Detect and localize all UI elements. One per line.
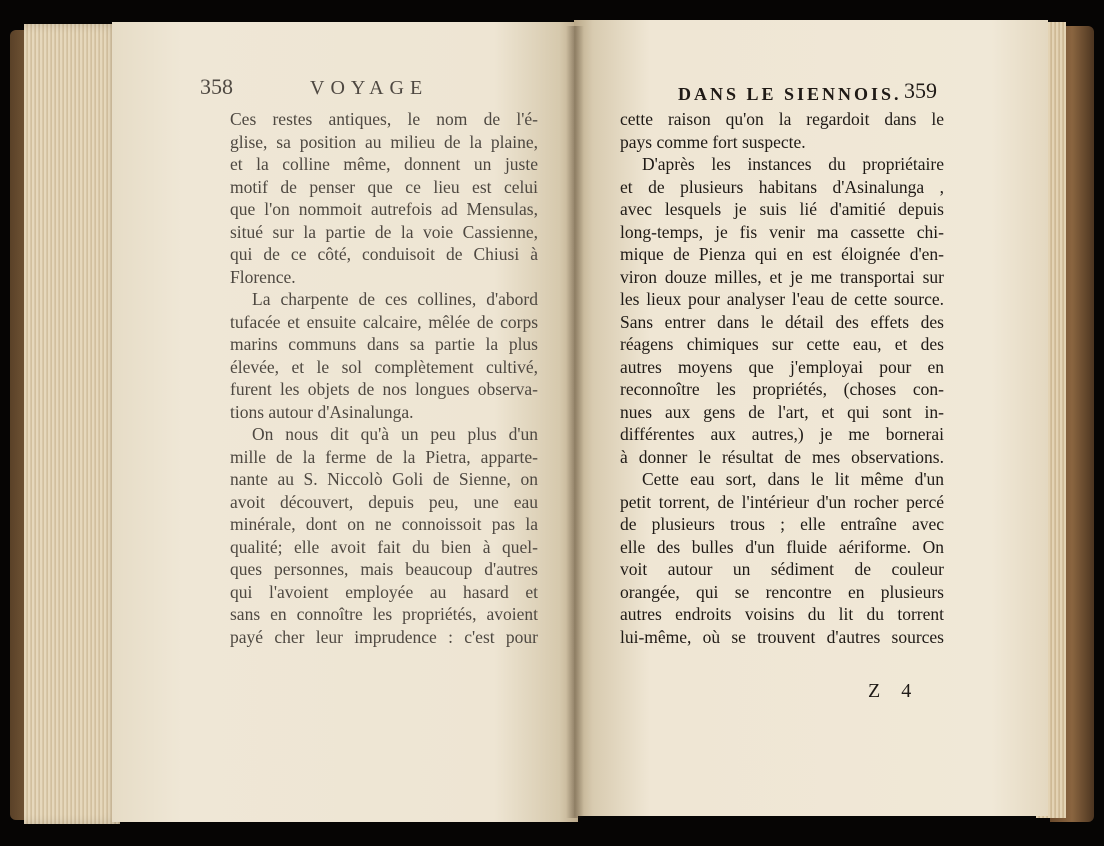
left-page (112, 22, 578, 822)
text-line: mique de Pienza qui en est éloignée d'en- (620, 244, 944, 264)
text-line: qui l'avoient employée au hasard et (230, 581, 538, 602)
text-line: les lieux pour analyser l'eau de cette source. (620, 289, 944, 309)
text-line: que l'on nommoit autrefois ad Mensulas, (230, 199, 538, 219)
text-line: furent les objets de nos longues observa- (230, 379, 538, 399)
left-page-edges (24, 24, 120, 824)
text-line: La charpente de ces collines, d'abord (252, 289, 538, 309)
right-page-text (620, 108, 944, 648)
left-page-text (230, 108, 538, 648)
text-line: On nous dit qu'à un peu plus d'un (252, 424, 538, 444)
text-line: avoit découvert, depuis peu, une eau (230, 491, 538, 512)
text-line: payé cher leur imprudence : c'est pour (230, 626, 538, 647)
text-line: pays comme fort suspecte. (620, 131, 806, 152)
text-line: autres moyens que j'employai pour en (620, 356, 944, 377)
text-line: à donner le résultat de mes observations. (620, 446, 944, 467)
text-line: ques personnes, mais beaucoup d'autres (230, 559, 538, 579)
text-line: qui de ce côté, conduisoit de Chiusi à (230, 244, 538, 264)
text-line: tufacée et ensuite calcaire, mêlée de corps (230, 311, 538, 332)
text-line: long-temps, je fis venir ma cassette chi- (620, 221, 944, 242)
left-page-header (200, 74, 233, 104)
text-line: Cette eau sort, dans le lit même d'un (642, 469, 944, 489)
left-running-head: VOYAGE (310, 77, 429, 99)
right-page-header (904, 78, 937, 108)
text-line: minérale, dont on ne connoissoit pas la (230, 514, 538, 534)
text-line: petit torrent, de l'intérieur d'un rocher percé (620, 491, 944, 512)
right-running-head: DANS LE SIENNOIS. (678, 84, 902, 104)
text-line: tions autour d'Asinalunga. (230, 401, 414, 422)
text-line: et la colline même, donnent un juste (230, 154, 538, 174)
text-line: mille de la ferme de la Pietra, apparte- (230, 446, 538, 467)
text-line: autres endroits voisins du lit du torrent (620, 604, 944, 624)
text-line: Ces restes antiques, le nom de l'é- (230, 109, 538, 129)
text-line: réagens chimiques sur cette eau, et des (620, 334, 944, 354)
text-line: nues aux gens de l'art, et qui sont in- (620, 401, 944, 422)
left-running-head-wrap (310, 74, 428, 104)
text-line: de plusieurs trous ; elle entraîne avec (620, 514, 944, 534)
text-line: viron douze milles, et je me transportai sur (620, 266, 944, 287)
book-gutter (566, 26, 584, 818)
text-line: marins communs dans sa partie la plus (230, 334, 538, 354)
text-line: lui-même, où se trouvent d'autres sources (620, 626, 944, 647)
text-line: cette raison qu'on la regardoit dans le (620, 109, 944, 129)
text-line: reconnoître les propriétés, (choses con- (620, 379, 944, 399)
text-line: différentes aux autres,) je me bornerai (620, 424, 944, 444)
text-line: avec lesquels je suis lié d'amitié depuis (620, 199, 944, 219)
text-line: voit autour un sédiment de couleur (620, 559, 944, 579)
text-line: motif de penser que ce lieu est celui (230, 176, 538, 197)
text-line: elle des bulles d'un fluide aériforme. On (620, 536, 944, 557)
right-page (574, 20, 1048, 816)
text-line: nante au S. Niccolò Goli de Sienne, on (230, 469, 538, 489)
text-line: sans en connoître les propriétés, avoient (230, 604, 538, 624)
text-line: orangée, qui se rencontre en plusieurs (620, 581, 944, 602)
left-page-number: 358 (200, 74, 233, 99)
right-page-number: 359 (904, 78, 937, 103)
text-line: D'après les instances du propriétaire (642, 154, 944, 174)
signature-mark: Z 4 (868, 680, 920, 702)
text-line: situé sur la partie de la voie Cassienne, (230, 221, 538, 242)
text-line: Sans entrer dans le détail des effets des (620, 311, 944, 332)
text-line: Florence. (230, 266, 296, 287)
text-line: qualité; elle avoit fait du bien à quel- (230, 536, 538, 557)
text-line: glise, sa position au milieu de la plaine, (230, 131, 538, 152)
text-line: et de plusieurs habitans d'Asinalunga , (620, 176, 944, 197)
right-running-head-wrap (678, 80, 902, 110)
text-line: élevée, et le sol complètement cultivé, (230, 356, 538, 377)
